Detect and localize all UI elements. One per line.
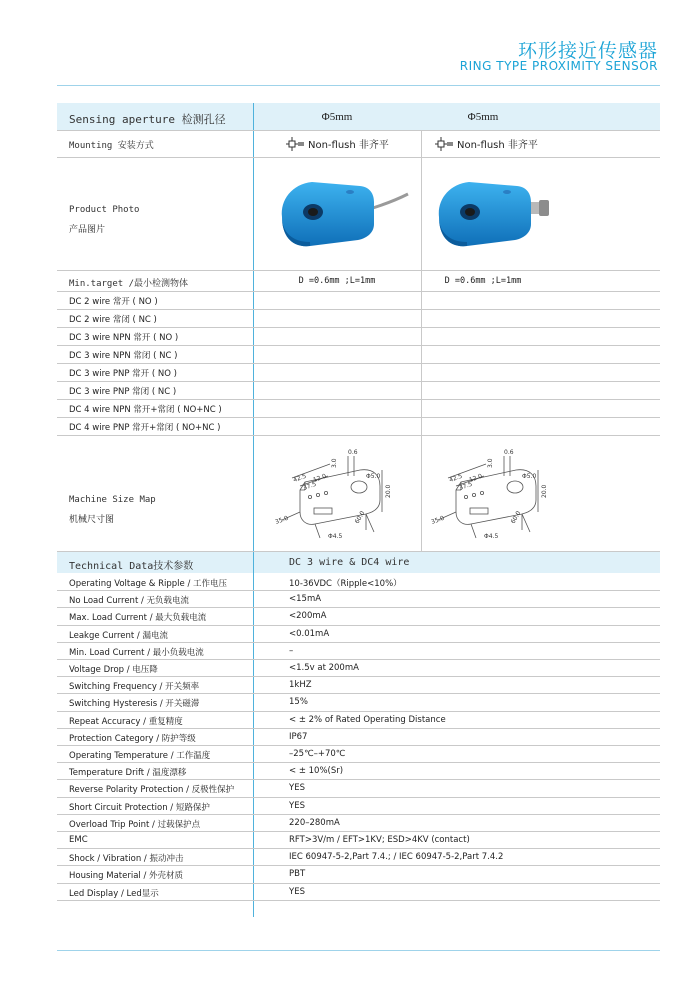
dim-label: 20.0	[541, 484, 548, 498]
tech-row-label: Temperature Drift / 温度漂移	[69, 768, 187, 779]
tech-row-value: YES	[289, 783, 305, 794]
min-target-label: Min.target /最小检测物体	[69, 279, 189, 289]
table-row-divider	[57, 693, 660, 694]
tech-row-label: Housing Material / 外壳材质	[69, 871, 184, 882]
table-row-divider	[57, 883, 660, 884]
column-divider-secondary	[421, 130, 422, 551]
dim-label: 35.0	[274, 514, 290, 526]
tech-row-value: <15mA	[289, 594, 322, 605]
dim-label: 12.0	[312, 472, 328, 484]
dim-label: 60.0	[509, 509, 523, 525]
table-row-divider	[57, 711, 660, 712]
dim-label: 42.5	[292, 472, 308, 484]
mounting-label: Mounting 安装方式	[69, 141, 154, 151]
tech-row-label: No Load Current / 无负载电流	[69, 596, 190, 607]
tech-row-value: 220–280mA	[289, 817, 340, 828]
wire-row: DC 3 wire PNP 常开 ( NO )	[69, 369, 177, 379]
page-title-cn: 环形接近传感器	[517, 40, 658, 62]
tech-row-value: PBT	[289, 869, 306, 880]
dim-label: 37.5	[458, 480, 474, 492]
dim-label: 12.0	[468, 472, 484, 484]
wire-row: DC 4 wire NPN 常开+常闭 ( NO+NC )	[69, 405, 222, 415]
machine-size-drawing-2	[426, 442, 566, 542]
wire-row: DC 2 wire 常开 ( NO )	[69, 297, 158, 307]
col2-mounting	[435, 136, 538, 151]
tech-row-value: 15%	[289, 697, 308, 708]
technical-header-value: DC 3 wire & DC4 wire	[289, 557, 410, 568]
col1-min-target: D =0.6mm ;L=1mm	[298, 276, 376, 286]
tech-row-label: Shock / Vibration / 振动冲击	[69, 854, 184, 865]
product-photo-cable	[270, 172, 410, 260]
tech-row-value: < ± 10%(Sr)	[289, 766, 344, 777]
table-row-divider	[57, 590, 660, 591]
non-flush-icon	[435, 137, 455, 151]
tech-row-value: RFT>3V/m / EFT>1KV; ESD>4KV (contact)	[289, 835, 470, 845]
col1-mounting-text: Non-flush 非齐平	[308, 140, 389, 151]
tech-row-value: 1kHZ	[289, 680, 312, 691]
tech-row-value: IEC 60947-5-2,Part 7.4.; / IEC 60947-5-2,Part 7.4.2	[289, 852, 504, 863]
tech-row-label: Leakge Current / 漏电流	[69, 630, 168, 641]
dim-label: 0.6	[348, 449, 358, 456]
dim-label: Φ4.5	[484, 533, 499, 540]
header-divider	[57, 85, 660, 86]
table-row-divider	[57, 848, 660, 849]
table-row-divider	[57, 831, 660, 832]
col1-aperture: Φ5mm	[321, 111, 353, 123]
wire-row: DC 3 wire PNP 常闭 ( NC )	[69, 387, 177, 397]
dim-label: 3.0	[331, 458, 338, 468]
tech-row-label: Reverse Polarity Protection / 反极性保护	[69, 785, 235, 796]
table-row-divider	[57, 642, 660, 643]
table-row-divider	[57, 865, 660, 866]
column-divider-main	[253, 103, 254, 917]
sensing-aperture-label: Sensing aperture 检测孔径	[69, 113, 226, 126]
tech-row-label: Max. Load Current / 最大负载电流	[69, 613, 207, 624]
product-photo-connector	[427, 172, 557, 260]
machine-size-drawing-1	[270, 442, 410, 542]
wire-row: DC 2 wire 常闭 ( NC )	[69, 315, 157, 325]
footer-divider	[57, 950, 660, 951]
tech-row-value: –25℃–+70℃	[289, 749, 346, 759]
product-photo-label-en: Product Photo	[69, 205, 140, 215]
table-row-divider	[57, 762, 660, 763]
tech-row-value: –	[289, 645, 294, 656]
tech-row-value: YES	[289, 800, 305, 811]
tech-row-value: IP67	[289, 731, 308, 742]
wire-row: DC 3 wire NPN 常开 ( NO )	[69, 333, 179, 343]
dim-label: 0.6	[504, 449, 514, 456]
table-row-divider	[57, 607, 660, 608]
table-row-divider	[57, 625, 660, 626]
tech-row-value: <200mA	[289, 611, 327, 622]
table-row-divider	[57, 676, 660, 677]
tech-row-value: YES	[289, 886, 305, 897]
machine-size-label-cn: 机械尺寸图	[69, 515, 115, 525]
dim-label: 20.0	[385, 484, 392, 498]
dim-label: 42.5	[448, 472, 464, 484]
col1-mounting	[286, 136, 389, 151]
tech-row-value: <0.01mA	[289, 628, 330, 639]
dim-label: 3.0	[487, 458, 494, 468]
tech-row-label: Short Circuit Protection / 短路保护	[69, 802, 210, 813]
table-row-divider	[57, 659, 660, 660]
table-row-divider	[57, 779, 660, 780]
tech-row-label: Voltage Drop / 电压降	[69, 665, 158, 675]
tech-row-label: Min. Load Current / 最小负载电流	[69, 647, 204, 658]
tech-row-value: <1.5v at 200mA	[289, 663, 359, 673]
product-photo-label-cn: 产品图片	[69, 225, 106, 235]
tech-row-value: < ± 2% of Rated Operating Distance	[289, 714, 446, 725]
dim-label: 60.0	[353, 509, 367, 525]
tech-row-label: Operating Voltage & Ripple / 工作电压	[69, 579, 228, 589]
tech-row-label: EMC	[69, 835, 88, 845]
tech-row-label: Switching Hysteresis / 开关磁滞	[69, 699, 200, 710]
non-flush-icon	[286, 137, 306, 151]
dim-label: Φ5.0	[522, 473, 537, 480]
tech-row-label: Repeat Accuracy / 重复精度	[69, 716, 183, 727]
table-row-divider	[57, 900, 660, 901]
tech-row-label: Protection Category / 防护等级	[69, 733, 196, 744]
wire-row: DC 4 wire PNP 常开+常闭 ( NO+NC )	[69, 423, 221, 433]
wire-row: DC 3 wire NPN 常闭 ( NC )	[69, 351, 178, 361]
col2-min-target: D =0.6mm ;L=1mm	[444, 276, 522, 286]
technical-header-label: Technical Data技术参数	[69, 561, 194, 572]
tech-row-value: 10-36VDC（Ripple<10%）	[289, 579, 402, 589]
tech-row-label: Operating Temperature / 工作温度	[69, 751, 211, 761]
dim-label: Φ4.5	[328, 533, 343, 540]
col2-mounting-text: Non-flush 非齐平	[457, 140, 538, 151]
dim-label: Φ5.0	[366, 473, 381, 480]
dim-label: 37.5	[302, 480, 318, 492]
tech-row-label: Overload Trip Point / 过载保护点	[69, 819, 201, 830]
table-row-divider	[57, 728, 660, 729]
table-row-divider	[57, 745, 660, 746]
table-row-divider	[57, 814, 660, 815]
machine-size-label-en: Machine Size Map	[69, 495, 156, 505]
page-title-en: RING TYPE PROXIMITY SENSOR	[459, 59, 658, 73]
table-row-divider	[57, 797, 660, 798]
tech-row-label: Switching Frequency / 开关频率	[69, 682, 200, 693]
col2-aperture: Φ5mm	[467, 111, 499, 123]
tech-row-label: Led Display / Led显示	[69, 888, 159, 899]
dim-label: 35.0	[430, 514, 446, 526]
